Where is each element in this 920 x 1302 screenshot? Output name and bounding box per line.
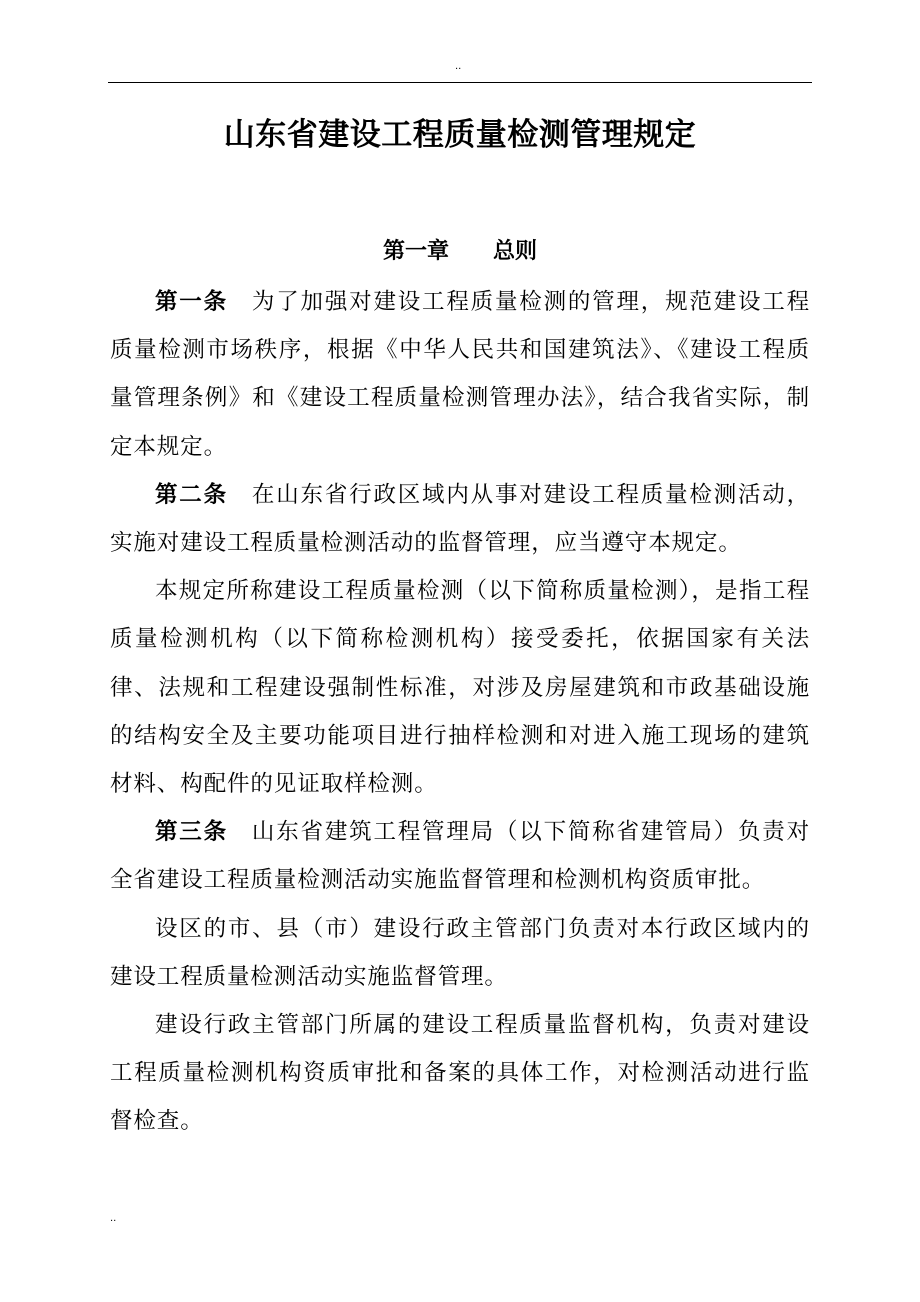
paragraph-text: 建设行政主管部门所属的建设工程质量监督机构，负责对建设工程质量检测机构资质审批和备案的具体工作，对检测活动进行监督检查。: [110, 1012, 810, 1135]
paragraph-text: 在山东省行政区域内从事对建设工程质量检测活动，实施对建设工程质量检测活动的监督管理，应当遵守本规定。: [110, 481, 811, 557]
article-number: 第三条: [155, 819, 228, 846]
paragraph: [110, 905, 810, 1001]
paragraph-text: 为了加强对建设工程质量检测的管理，规范建设工程质量检测市场秩序，根据《中华人民共和国建筑法》、《建设工程质量管理条例》和《建设工程质量检测管理办法》，结合我省实际，制定本规定。: [110, 289, 811, 460]
paragraph-text: 设区的市、县（市）建设行政主管部门负责对本行政区域内的建设工程质量检测活动实施监督管理。: [110, 915, 810, 990]
paragraph: [110, 471, 810, 567]
document-title: 山东省建设工程质量检测管理规定: [223, 117, 697, 153]
header-mark: ..: [455, 61, 462, 72]
footer-mark: ..: [110, 1213, 117, 1224]
article-number: 第一条: [155, 289, 228, 315]
document-body: [110, 278, 810, 1146]
header-rule: [108, 82, 812, 83]
chapter-name: 总则: [493, 239, 538, 264]
paragraph: [110, 278, 810, 471]
paragraph-text: 山东省建筑工程管理局（以下简称省建管局）负责对全省建设工程质量检测活动实施监督管理和检测机构资质审批。: [110, 819, 811, 894]
paragraph: [110, 567, 810, 808]
chapter-number: 第一章: [382, 239, 449, 264]
paragraph-text: 本规定所称建设工程质量检测（以下简称质量检测），是指工程质量检测机构（以下简称检测机构）接受委托，依据国家有关法律、法规和工程建设强制性标准，对涉及房屋建筑和市政基础设施的结构安全及主要功能项目进行抽样检测和对进入施工现场的建筑材料、构配件的见证取样检测。: [110, 578, 810, 798]
paragraph: [110, 1001, 810, 1146]
chapter-heading: [108, 234, 812, 270]
article-number: 第二条: [155, 481, 228, 508]
paragraph: [110, 808, 810, 904]
